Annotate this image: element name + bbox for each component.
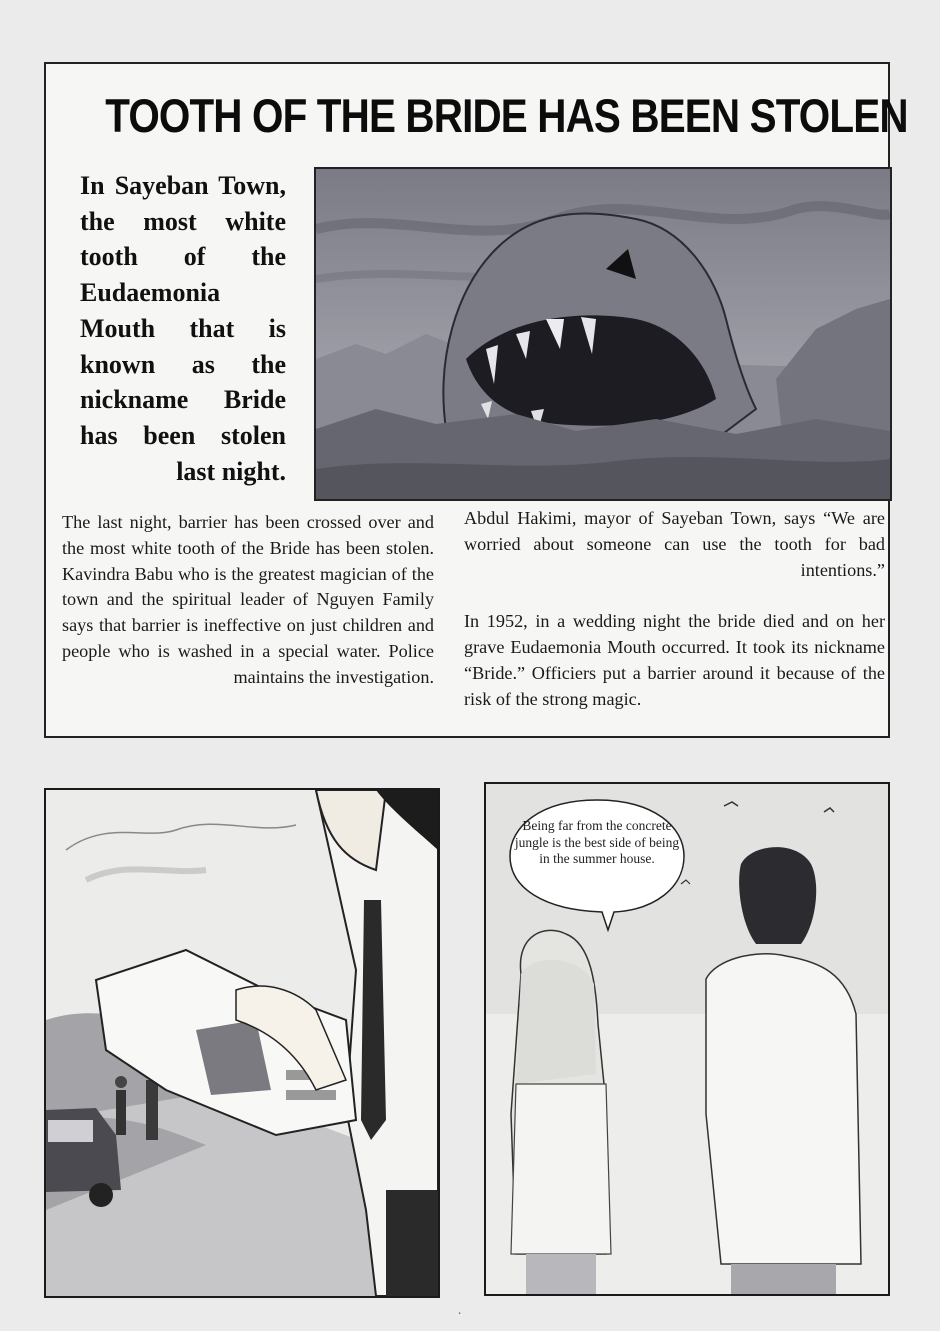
history-paragraph: In 1952, in a wedding night the bride died and on her grave Eudaemonia Mouth occurred. It took its nickname “Bride.” Officiers put a barrier around it because of the risk of the strong magic. [464,611,885,709]
mayor-quote-paragraph: Abdul Hakimi, mayor of Sayeban Town, says “We are worried about someone can use the tooth for bad intentions.” [464,508,885,580]
article-right-column [464,506,885,713]
speech-bubble-text: Being far from the concrete jungle is the best side of being in the summer house. [514,818,680,866]
speech-bubble [504,792,690,912]
comic-panel-summer-house [484,782,890,1296]
comic-panel-newspaper-reader [44,788,440,1298]
rock-mouth-drawing [316,169,890,499]
newspaper-panel [44,62,908,738]
article-left-column [62,510,434,691]
article-body-paragraph: The last night, barrier has been crossed over and the most white tooth of the Bride has been stolen. Kavindra Babu who is the greatest magician of the town and the spiritual leader of Nguyen Family says that barrier is ineffective on just children and people who is washed in a special water. Police maintains the investigation. [62,512,434,687]
article-lead: In Sayeban Town, the most white tooth of the Eudaemonia Mouth that is known as the nickname Bride has been stolen last night. [80,171,286,486]
article-headline: TOOTH OF THE BRIDE HAS BEEN STOLEN [105,89,908,142]
man-reading-newspaper-drawing [46,790,438,1296]
eudaemonia-mouth-illustration [314,167,892,501]
page-number-mark: ∙ [458,1306,461,1320]
